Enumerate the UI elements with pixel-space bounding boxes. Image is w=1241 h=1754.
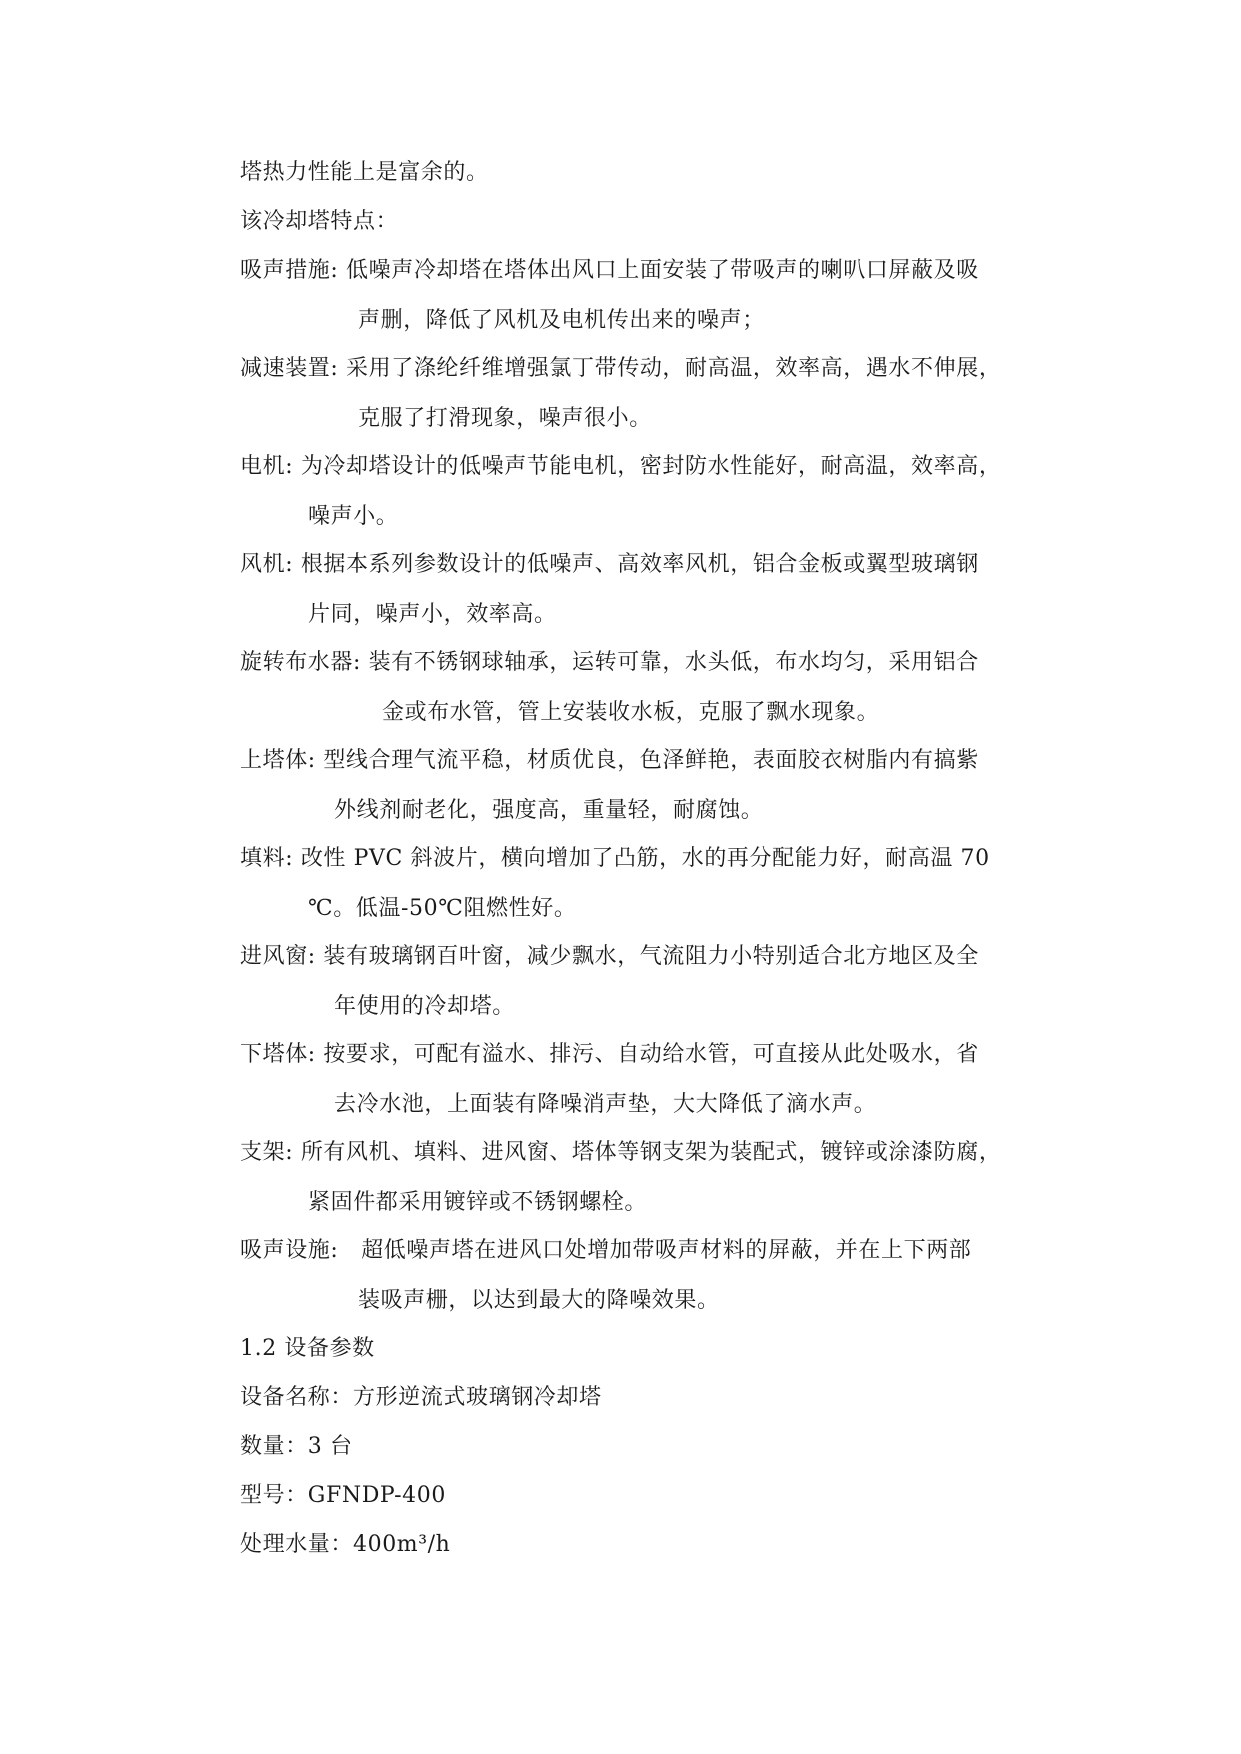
feature-label: 下塔体: [240, 1042, 316, 1067]
intro-line-2: 该冷却塔特点： [240, 209, 399, 234]
feature-text: 低噪声冷却塔在塔体出风口上面安装了带吸声的喇叭口屏蔽及吸 [346, 258, 979, 283]
feature-first-line [240, 942, 1050, 972]
feature-first-line [240, 452, 1050, 482]
intro-line-1: 塔热力性能上是富余的。 [240, 160, 489, 185]
feature-text: 装有不锈钢球轴承，运转可靠，水头低，布水均匀，采用铝合 [368, 650, 979, 675]
feature-lower-tower [240, 1040, 1050, 1120]
feature-continuation: 去冷水池，上面装有降噪消声垫，大大降低了滴水声。 [334, 1092, 877, 1117]
feature-bracket [240, 1138, 1050, 1218]
feature-sprinkler [240, 648, 1050, 728]
feature-first-line [240, 1138, 1050, 1168]
feature-label: 吸声设施: [240, 1238, 339, 1263]
param-model: 型号：GFNDP-400 [240, 1483, 446, 1508]
feature-label: 支架: [240, 1140, 294, 1165]
feature-first-line [240, 354, 1050, 384]
feature-continuation: 装吸声栅，以达到最大的降噪效果。 [358, 1288, 720, 1313]
feature-first-line [240, 648, 1050, 678]
feature-noise-facility [240, 1236, 1050, 1316]
feature-text: 所有风机、填料、进风窗、塔体等钢支架为装配式，镀锌或涂漆防腐， [300, 1140, 1002, 1165]
feature-text: 装有玻璃钢百叶窗，减少飘水，气流阻力小特别适合北方地区及全 [323, 944, 979, 969]
feature-label: 进风窗: [240, 944, 316, 969]
feature-upper-tower [240, 746, 1050, 826]
feature-label: 吸声措施: [240, 258, 339, 283]
feature-text: 改性 PVC 斜波片，横向增加了凸筋，水的再分配能力好，耐高温 70 [300, 846, 990, 871]
feature-noise-absorption [240, 256, 1050, 336]
feature-continuation: 紧固件都采用镀锌或不锈钢螺栓。 [308, 1190, 648, 1215]
feature-text: 型线合理气流平稳，材质优良，色泽鲜艳，表面胶衣树脂内有搞紫 [323, 748, 979, 773]
feature-first-line [240, 256, 1050, 286]
feature-fan [240, 550, 1050, 630]
feature-motor [240, 452, 1050, 532]
feature-text: 超低噪声塔在进风口处增加带吸声材料的屏蔽，并在上下两部 [361, 1238, 972, 1263]
feature-continuation: 片同，噪声小，效率高。 [308, 602, 557, 627]
feature-continuation: 年使用的冷却塔。 [334, 994, 515, 1019]
feature-continuation: 声删，降低了风机及电机传出来的噪声； [358, 308, 765, 333]
param-quantity: 数量：3 台 [240, 1434, 353, 1459]
feature-first-line [240, 844, 1050, 874]
feature-continuation: ℃。低温-50℃阻燃性好。 [308, 896, 577, 921]
feature-label: 填料: [240, 846, 294, 871]
feature-continuation: 克服了打滑现象，噪声很小。 [358, 406, 652, 431]
feature-reducer [240, 354, 1050, 434]
feature-continuation: 噪声小。 [308, 504, 399, 529]
feature-first-line [240, 550, 1050, 580]
feature-first-line [240, 1040, 1050, 1070]
feature-air-inlet [240, 942, 1050, 1022]
feature-fill [240, 844, 1050, 924]
feature-label: 减速装置: [240, 356, 339, 381]
feature-continuation: 金或布水管，管上安装收水板，克服了飘水现象。 [382, 700, 880, 725]
feature-text: 根据本系列参数设计的低噪声、高效率风机，铝合金板或翼型玻璃钢 [300, 552, 979, 577]
feature-text: 按要求，可配有溢水、排污、自动给水管，可直接从此处吸水，省 [323, 1042, 979, 1067]
feature-label: 旋转布水器: [240, 650, 362, 675]
section-heading: 1.2 设备参数 [240, 1336, 375, 1361]
feature-label: 风机: [240, 552, 294, 577]
feature-text: 为冷却塔设计的低噪声节能电机，密封防水性能好，耐高温，效率高， [300, 454, 1002, 479]
param-water-flow: 处理水量：400m³/h [240, 1532, 451, 1557]
feature-label: 上塔体: [240, 748, 316, 773]
feature-continuation: 外线剂耐老化，强度高，重量轻，耐腐蚀。 [334, 798, 764, 823]
feature-first-line [240, 746, 1050, 776]
feature-first-line [240, 1236, 1050, 1266]
feature-label: 电机: [240, 454, 294, 479]
feature-text: 采用了涤纶纤维增强氯丁带传动，耐高温，效率高，遇水不伸展， [346, 356, 1002, 381]
param-device-name: 设备名称：方形逆流式玻璃钢冷却塔 [240, 1385, 602, 1410]
